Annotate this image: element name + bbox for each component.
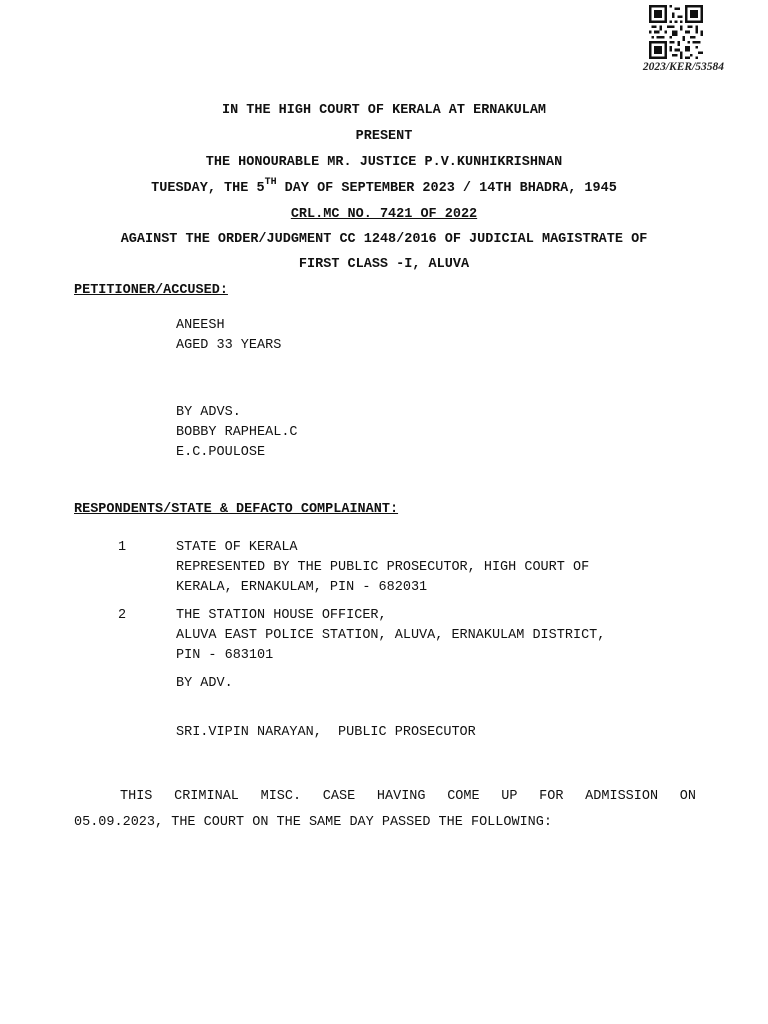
by-advs-label: BY ADVS.	[176, 405, 241, 420]
qr-code-icon	[649, 5, 703, 59]
citation-number: 2023/KER/53584	[642, 61, 724, 73]
respondent-1-line-3: KERALA, ERNAKULAM, PIN - 682031	[176, 580, 428, 595]
public-prosecutor: SRI.VIPIN NARAYAN, PUBLIC PROSECUTOR	[176, 725, 476, 740]
respondents-heading: RESPONDENTS/STATE & DEFACTO COMPLAINANT:	[74, 502, 399, 517]
closing-line-2: 05.09.2023, THE COURT ON THE SAME DAY PASSED THE FOLLOWING:	[74, 815, 552, 830]
advocate-2: E.C.POULOSE	[176, 445, 266, 460]
petitioner-name: ANEESH	[176, 318, 225, 333]
respondent-2-line-1: THE STATION HOUSE OFFICER,	[176, 608, 387, 623]
closing-line-1	[74, 789, 696, 804]
against-line-2: FIRST CLASS -I, ALUVA	[298, 257, 470, 272]
hearing-date	[0, 177, 768, 196]
judge-name: THE HONOURABLE MR. JUSTICE P.V.KUNHIKRISHNAN	[205, 155, 563, 170]
by-adv-label: BY ADV.	[176, 676, 233, 691]
petitioner-heading: PETITIONER/ACCUSED:	[74, 283, 228, 298]
advocate-1: BOBBY RAPHEAL.C	[176, 425, 298, 440]
respondent-1-number: 1	[118, 540, 127, 555]
present-label: PRESENT	[355, 129, 413, 144]
respondent-2-line-3: PIN - 683101	[176, 648, 274, 663]
respondent-2-number: 2	[118, 608, 127, 623]
petitioner-age: AGED 33 YEARS	[176, 338, 282, 353]
date-prefix: TUESDAY, THE 5	[151, 181, 265, 196]
court-name: IN THE HIGH COURT OF KERALA AT ERNAKULAM	[221, 103, 547, 118]
date-ordinal: TH	[264, 177, 277, 188]
respondent-1-line-1: STATE OF KERALA	[176, 540, 298, 555]
respondent-2-line-2: ALUVA EAST POLICE STATION, ALUVA, ERNAKULAM DISTRICT,	[176, 628, 606, 643]
date-suffix: DAY OF SEPTEMBER 2023 / 14TH BHADRA, 1945	[276, 181, 617, 196]
case-number-text: CRL.MC NO. 7421 OF 2022	[290, 207, 478, 222]
case-number	[0, 207, 768, 222]
respondent-1-line-2: REPRESENTED BY THE PUBLIC PROSECUTOR, HIGH COURT OF	[176, 560, 590, 575]
against-line-1: AGAINST THE ORDER/JUDGMENT CC 1248/2016 OF JUDICIAL MAGISTRATE OF	[120, 232, 648, 247]
closing-text-1: THIS CRIMINAL MISC. CASE HAVING COME UP FOR ADMISSION ON	[120, 789, 696, 804]
